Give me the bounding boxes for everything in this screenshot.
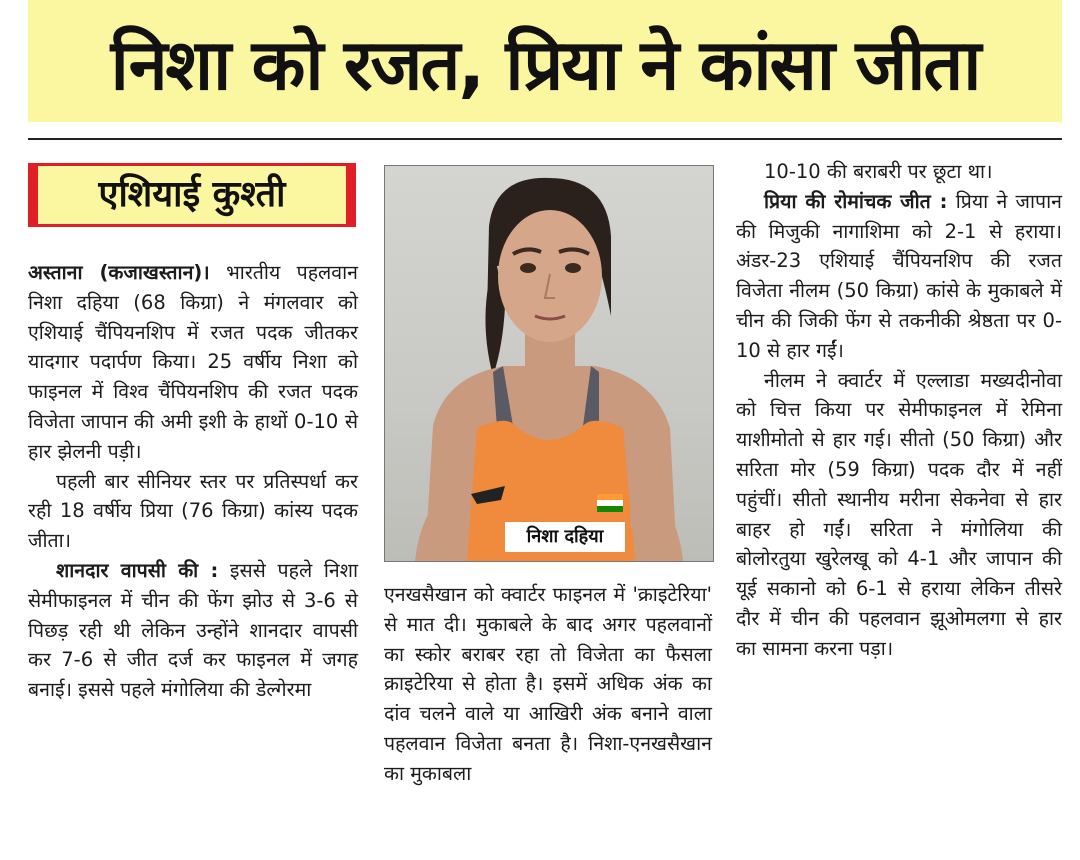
wrestler-illustration: [385, 166, 713, 561]
section-tag-label: एशियाई कुश्ती: [98, 174, 286, 215]
paragraph: नीलम ने क्वार्टर में एल्लाडा मख्यदीनोवा को चित्त किया पर सेमीफाइनल में रेमिना याशीमोतो से हार गई। सीतो (50 किग्रा) और सरिता मोर (59 किग्रा) पदक दौर में नहीं पहुंचीं। सीतो स्थानीय मरीना सेकनेवा से हार बाहर हो गईं। सरिता ने मंगोलिया की बोलोरतुया खुरेलखू को 4-1 और जापान की यूई सकानो को 6-1 से हराया लेकिन तीसरे दौर में चीन की पहलवान झूओमलगा से हार का सामना करना पड़ा।: [736, 368, 1062, 660]
paragraph: 10-10 की बराबरी पर छूटा था।: [764, 160, 993, 183]
paragraph: इससे पहले निशा सेमीफाइनल में चीन की फेंग झोउ से 3-6 से पिछड़ रही थी लेकिन उन्होंने शानदार वापसी कर 7-6 से जीत दर्ज कर फाइनल में जगह बनाई। इससे पहले मंगोलिया की डेल्गेरमा: [28, 558, 358, 702]
section-tag: [28, 163, 356, 227]
wrestler-photo: [384, 165, 714, 562]
paragraph: प्रिया ने जापान की मिजुकी नागाशिमा को 2-1 से हराया। अंडर-23 एशियाई चैंपियनशिप की रजत विजेता नीलम (50 किग्रा) कांसे के मुकाबले में चीन की जिकी फेंग से तकनीकी श्रेष्ठता पर 0-10 से हार गईं।: [736, 189, 1063, 362]
subheading: शानदार वापसी की :: [56, 558, 219, 582]
paragraph: एनखसैखान को क्वार्टर फाइनल में 'क्राइटेरिया' से मात दी। मुकाबले के बाद अगर पहलवानों का स्कोर बराबर रहा तो विजेता का फैसला क्राइटेरिया से होता है। इसमें अधिक अंक का दांव चलने वाले या आखिरी अंक बनाने वाला पहलवान विजेता बनता है। निशा-एनखसैखान का मुकाबला: [384, 583, 712, 785]
photo-caption: निशा दहिया: [505, 522, 625, 552]
article-column-1: [28, 258, 358, 848]
article-column-3: [736, 157, 1062, 850]
divider-rule: [28, 138, 1062, 140]
dateline: अस्ताना (कजाखस्तान)।: [28, 261, 210, 284]
article-column-2: [384, 580, 712, 850]
subheading: प्रिया की रोमांचक जीत :: [764, 189, 948, 213]
paragraph: पहली बार सीनियर स्तर पर प्रतिस्पर्धा कर रही 18 वर्षीय प्रिया (76 किग्रा) कांस्य पदक जीता।: [28, 469, 358, 553]
paragraph: भारतीय पहलवान निशा दहिया (68 किग्रा) ने मंगलवार को एशियाई चैंपियनशिप में रजत पदक जीतकर यादगार पदार्पण किया। 25 वर्षीय निशा को फाइनल में विश्व चैंपियनशिप की रजत पदक विजेता जापान की अमी इशी के हाथों 0-10 से हार झेलनी पड़ी।: [28, 261, 358, 463]
headline: निशा को रजत, प्रिया ने कांसा जीता: [110, 24, 980, 106]
